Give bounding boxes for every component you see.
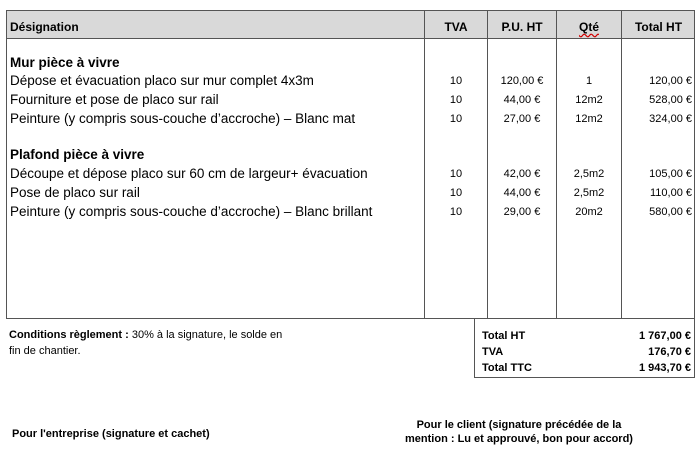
row-total: 120,00 € — [649, 75, 692, 87]
header-pu: P.U. HT — [501, 20, 543, 34]
row-pu: 44,00 € — [503, 94, 541, 106]
row-designation: Dépose et évacuation placo sur mur complet 4x3m — [10, 73, 314, 88]
row-designation: Découpe et dépose placo sur 60 cm de largeur+ évacuation — [10, 166, 368, 181]
row-pu: 27,00 € — [503, 113, 541, 125]
row-pu: 42,00 € — [503, 168, 541, 180]
client-signature-line-2: mention : Lu et approuvé, bon pour accord) — [405, 433, 633, 445]
total-ttc-label: Total TTC — [482, 362, 532, 374]
row-total: 580,00 € — [649, 206, 692, 218]
row-tva: 10 — [449, 94, 463, 106]
quote-table — [6, 10, 695, 319]
row-pu: 44,00 € — [503, 187, 541, 199]
conditions-label: Conditions règlement : — [9, 329, 129, 341]
company-signature-label: Pour l'entreprise (signature et cachet) — [12, 428, 210, 440]
client-signature-label — [384, 418, 654, 446]
row-designation: Peinture (y compris sous-couche d’accroche) – Blanc mat — [10, 111, 356, 126]
row-total: 324,00 € — [649, 113, 692, 125]
tva-label: TVA — [482, 346, 504, 358]
row-qte: 2,5m2 — [573, 187, 605, 199]
row-designation: Peinture (y compris sous-couche d’accroche) – Blanc brillant — [10, 204, 373, 219]
row-qte: 12m2 — [575, 113, 603, 125]
header-total: Total HT — [634, 20, 683, 34]
client-signature-line-1: Pour le client (signature précédée de la — [416, 419, 622, 431]
row-qte: 2,5m2 — [573, 168, 605, 180]
row-pu: 120,00 € — [500, 75, 544, 87]
conditions-text-1: 30% à la signature, le solde en — [131, 329, 283, 341]
row-tva: 10 — [449, 113, 463, 125]
row-designation: Pose de placo sur rail — [10, 185, 140, 200]
row-tva: 10 — [449, 187, 463, 199]
row-total: 528,00 € — [649, 94, 692, 106]
tva-value: 176,70 € — [648, 346, 691, 358]
row-pu: 29,00 € — [503, 206, 541, 218]
row-tva: 10 — [449, 206, 463, 218]
total-ht-value: 1 767,00 € — [639, 330, 691, 342]
header-designation: Désignation — [10, 20, 79, 34]
column-divider — [424, 11, 425, 318]
row-total: 105,00 € — [649, 168, 692, 180]
header-tva: TVA — [444, 20, 468, 34]
row-qte: 12m2 — [575, 94, 603, 106]
section-title: Mur pièce à vivre — [10, 55, 120, 70]
row-designation: Fourniture et pose de placo sur rail — [10, 92, 219, 107]
row-qte: 1 — [585, 75, 593, 87]
column-divider — [487, 11, 488, 318]
row-tva: 10 — [449, 168, 463, 180]
total-ht-label: Total HT — [482, 330, 526, 342]
column-divider — [556, 11, 557, 318]
section-title: Plafond pièce à vivre — [10, 147, 145, 162]
conditions-text-2: fin de chantier. — [9, 345, 81, 357]
column-divider — [621, 11, 622, 318]
row-qte: 20m2 — [575, 206, 603, 218]
total-ttc-value: 1 943,70 € — [639, 362, 691, 374]
row-total: 110,00 € — [649, 187, 692, 199]
header-qte: Qté — [578, 20, 599, 34]
payment-conditions — [9, 327, 339, 359]
row-tva: 10 — [449, 75, 463, 87]
